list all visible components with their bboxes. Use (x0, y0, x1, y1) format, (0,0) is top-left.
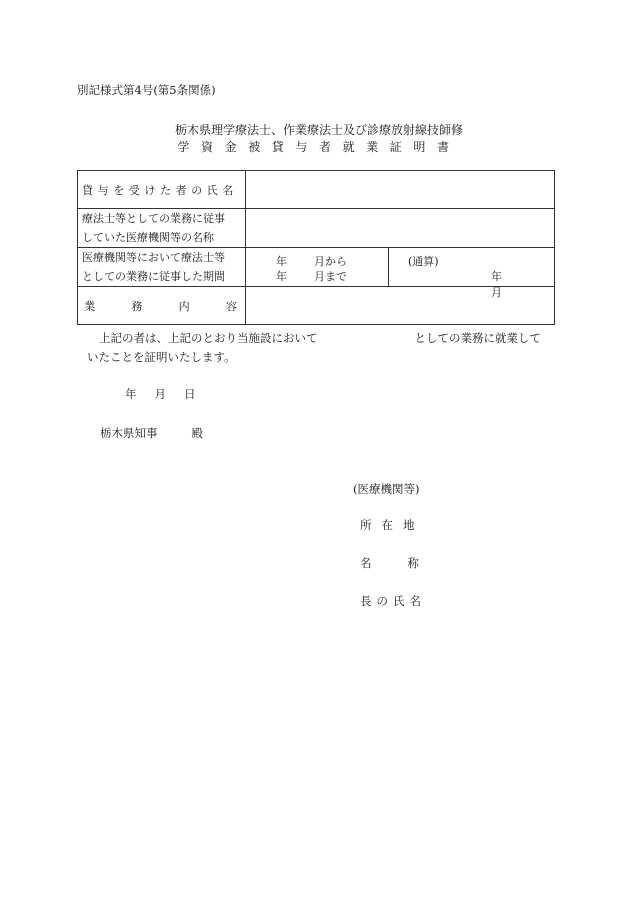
institution-name-label (360, 555, 419, 571)
period-from (276, 253, 347, 269)
document-title-line2: 学資金被貸与者就業証明書 (177, 140, 461, 154)
addressee-governor: 栃木県知事 (100, 426, 158, 440)
label-duties-char: 業 (84, 299, 95, 313)
period-divider (388, 248, 389, 286)
label-duties (78, 287, 246, 325)
label-duties-char: 容 (225, 299, 237, 313)
institution-head-name-label: 長の氏名 (360, 594, 426, 608)
period-total-value (491, 268, 554, 300)
certificate-table (77, 170, 555, 325)
table-row-duties (78, 287, 555, 325)
period-to (276, 268, 347, 284)
addressee-honorific: 殿 (191, 426, 203, 440)
period-to-year: 年 (276, 270, 287, 283)
label-service-period-line1: 医療機関等において療法士等 (82, 251, 225, 264)
table-row-institution-name (78, 209, 555, 248)
period-from-month: 月から (314, 255, 347, 268)
period-total-year: 年 (491, 270, 502, 283)
certification-text-line2: いたことを証明いたします。 (87, 350, 236, 364)
label-borrower-name-text: 貸与を受けた者の氏名 (82, 183, 238, 197)
institution-name-char1: 名 (360, 556, 372, 570)
date-day: 日 (184, 387, 196, 401)
form-number: 別記様式第4号(第5条関係) (77, 83, 216, 97)
table-row-borrower-name (78, 171, 555, 209)
label-duties-text (78, 298, 245, 314)
document-title-line1: 栃木県理学療法士、作業療法士及び診療放射線技師修 (174, 123, 463, 137)
period-to-month: 月まで (314, 270, 347, 283)
institution-address-label: 所在地 (360, 518, 425, 532)
date-month: 月 (154, 387, 166, 401)
period-total-month: 月 (491, 286, 502, 299)
label-duties-char: 務 (131, 299, 143, 313)
field-borrower-name[interactable] (246, 171, 555, 209)
label-duties-char: 内 (178, 299, 190, 313)
institution-name-char2: 称 (407, 556, 419, 570)
label-service-period-line2: としての業務に従事した期間 (82, 270, 225, 283)
field-service-period[interactable] (246, 248, 555, 299)
certification-part2: としての業務に就業して (414, 331, 541, 345)
label-institution-name-line2: していた医療機関等の名称 (82, 231, 214, 244)
period-total-label: (通算) (408, 255, 439, 268)
label-institution-name-line1: 療法士等としての業務に従事 (82, 212, 225, 225)
certification-text-line1 (99, 330, 541, 346)
period-from-year: 年 (276, 255, 287, 268)
date-year: 年 (125, 387, 137, 401)
certification-part1: 上記の者は、上記のとおり当施設において (99, 331, 318, 345)
issue-date (125, 386, 196, 402)
addressee (100, 425, 203, 441)
label-institution-name (78, 209, 246, 248)
label-service-period (78, 248, 246, 287)
label-borrower-name (78, 171, 246, 209)
institution-heading: (医療機関等) (353, 482, 420, 496)
field-institution-name[interactable] (246, 209, 555, 248)
table-row-service-period (78, 248, 555, 287)
